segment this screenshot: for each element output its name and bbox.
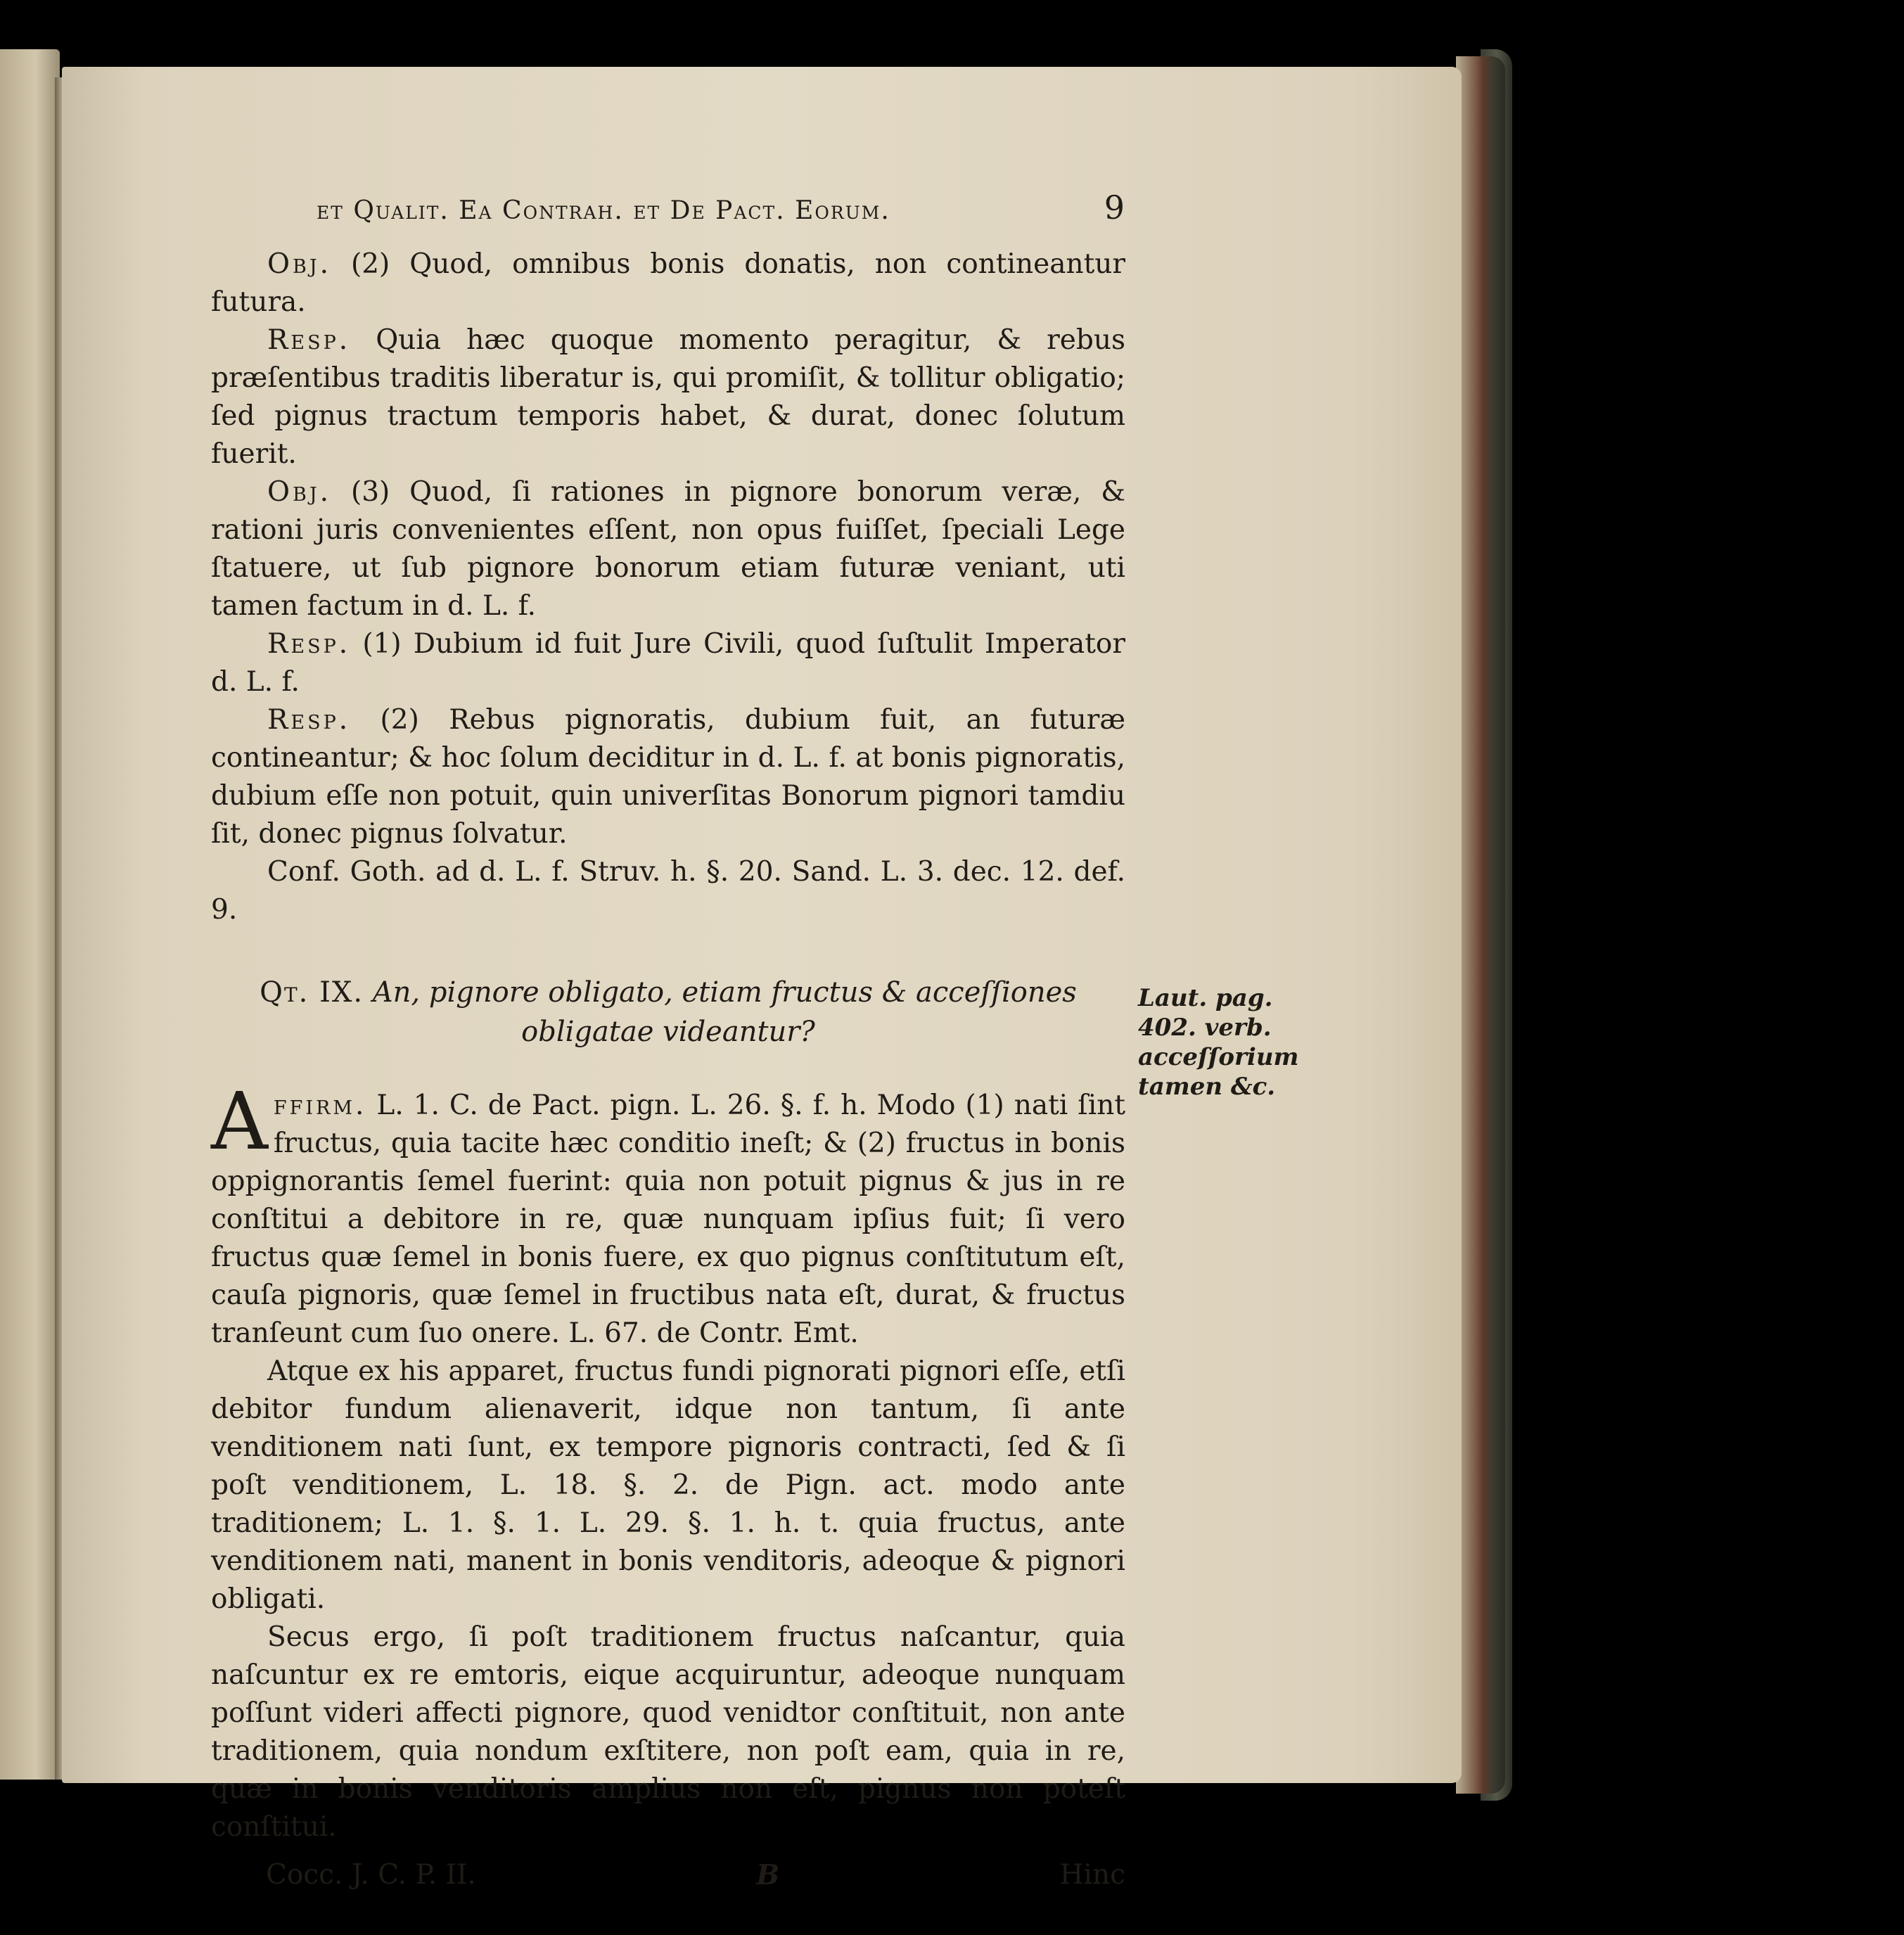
paragraph-text: (2) Rebus pignoratis, dubium fuit, an futuræ contineantur; & hoc ſolum deciditur in d. L. f. at bonis pignoratis, dubium eſſe non potuit, quin univerſitas Bonorum pignori tamdiu ſit, donec pignus ſolvatur.: [211, 704, 1125, 850]
page-edge-stack: [1456, 56, 1505, 1794]
question-text: An, pignore obligato, etiam fructus & acceſſiones obligatae videantur?: [372, 976, 1077, 1048]
paragraph-objection-2: [211, 245, 1125, 321]
paragraph-atque: Atque ex his apparet, fructus fundi pignorati pignori eſſe, etſi debitor fundum alienaverit, idque non tantum, ſi ante venditionem nati ſunt, ex tempore pignoris contracti, ſed & ſi poſt venditionem, L. 18. §. 2. de Pign. act. modo ante traditionem; L. 1. §. 1. L. 29. §. 1. h. t. quia fructus, ante venditionem nati, manent in bonis venditoris, adeoque & pignori obligati.: [211, 1355, 1125, 1615]
paragraph-lead: Resp.: [267, 628, 351, 660]
left-page-edge: [0, 49, 60, 1780]
page-number: 9: [1104, 189, 1125, 226]
paragraph-text: (1) Dubium id fuit Jure Civili, quod ſuſtulit Imperator d. L. f.: [211, 628, 1125, 698]
question-heading: [211, 973, 1125, 1052]
paragraph-response: [211, 321, 1125, 473]
paragraph-response-1: [211, 625, 1125, 701]
paragraph-response-2: [211, 701, 1125, 853]
paragraph-lead: Obj.: [267, 476, 332, 508]
answer-lead: ffirm.: [273, 1090, 367, 1121]
page-content: [211, 189, 1125, 1894]
paragraph-secus: Secus ergo, ſi poſt traditionem fructus naſcantur, quia naſcuntur ex re emtoris, eique acquiruntur, adeoque nunquam poſſunt videri affecti pignore, quod venidtor conſtituit, non ante traditionem, quia nondum exſtitere, non poſt eam, quia in re, quæ in bonis venditoris amplius non eſt, pignus non poteſt conſtitui.: [211, 1621, 1125, 1843]
footer-author: Cocc. J. C. P. II.: [266, 1859, 476, 1891]
margin-note: Laut. pag. 402. verb. acceſſorium tamen &c.: [1138, 984, 1299, 1101]
paragraph-text: Conf. Goth. ad d. L. f. Struv. h. §. 20. Sand. L. 3. dec. 12. def. 9.: [211, 856, 1125, 926]
running-head: [211, 189, 1125, 230]
paragraph-lead: Resp.: [267, 324, 351, 356]
paragraph-text: (3) Quod, ſi rationes in pignore bonorum veræ, & rationi juris convenientes eſſent, non opus fuiſſet, ſpeciali Lege ſtatuere, ut ſub pignore bonorum etiam futuræ veniant, uti tamen factum in d. L. f.: [211, 476, 1125, 622]
paragraph-lead: Obj.: [267, 248, 332, 280]
paragraph-lead: Resp.: [267, 704, 351, 736]
answer-text: L. 1. C. de Pact. pign. L. 26. §. f. h. Modo (1) nati ſint fructus, quia tacite hæc conditio ineſt; & (2) fructus in bonis oppignorantis ſemel fuerint: quia non potuit pignus & jus in re conſtitui a debitore in re, quæ nunquam ipſius fuit; ſi vero fructus quæ ſemel in bonis fuere, ex quo pignus conſtitutum eſt, cauſa pignoris, quæ ſemel in fructibus nata eſt, durat, & fructus tranſeunt cum ſuo onere. L. 67. de Contr. Emt.: [211, 1090, 1125, 1349]
drop-cap: A: [211, 1076, 268, 1168]
paragraph-text: Quia hæc quoque momento peragitur, & rebus præſentibus traditis liberatur is, qui promiſit, & tollitur obligatio; ſed pignus tractum temporis habet, & durat, donec ſolutum fuerit.: [211, 324, 1125, 470]
answer-paragraph: [211, 1076, 1125, 1353]
page-footer: [211, 1856, 1125, 1894]
paragraph-conference: [211, 853, 1125, 929]
paragraph-text: (2) Quod, omnibus bonis donatis, non contineantur futura.: [211, 248, 1125, 318]
signature-mark: B: [756, 1859, 780, 1891]
question-label: Qt. IX.: [260, 976, 364, 1009]
catchword: Hinc: [1059, 1859, 1125, 1891]
running-title: et Qualit. Ea Contrah. et De Pact. Eorum.: [317, 196, 890, 225]
paragraph-objection-3: [211, 473, 1125, 625]
